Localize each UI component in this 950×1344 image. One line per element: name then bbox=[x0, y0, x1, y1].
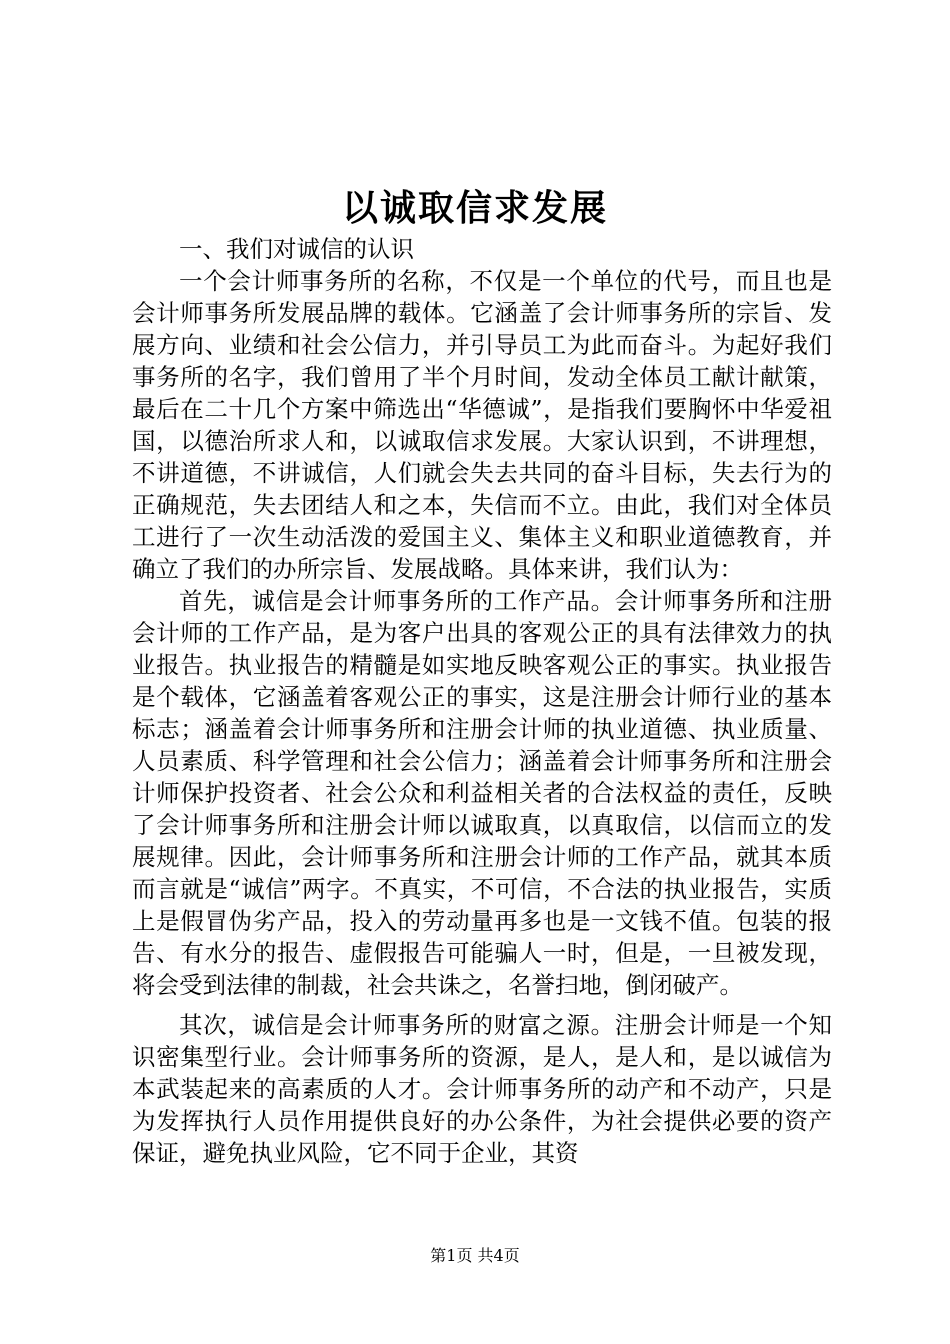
section-heading: 一、我们对诚信的认识 bbox=[179, 235, 414, 263]
page-number: 第1页 共4页 bbox=[430, 1246, 520, 1265]
paragraph: 其次，诚信是会计师事务所的财富之源。注册会计师是一个知识密集型行业。会计师事务所的资源，是人，是人和，是以诚信为本武装起来的高素质的人才。会计师事务所的动产和不动产，只是为发挥执行人员作用提供良好的办公条件，为社会提供必要的资产保证，避免执业风险，它不同于企业，其资 bbox=[132, 1011, 832, 1167]
page-title: 以诚取信求发展 bbox=[341, 187, 608, 229]
paragraph: 首先，诚信是会计师事务所的工作产品。会计师事务所和注册会计师的工作产品，是为客户出具的客观公正的具有法律效力的执业报告。执业报告的精髓是如实地反映客观公正的事实。执业报告是个载体，它涵盖着客观公正的事实，这是注册会计师行业的基本标志；涵盖着会计师事务所和注册会计师的执业道德、执业质量、人员素质、科学管理和社会公信力；涵盖着会计师事务所和注册会计师保护投资者、社会公众和利益相关者的合法权益的责任，反映了会计师事务所和注册会计师以诚取真，以真取信，以信而立的发展规律。因此，会计师事务所和注册会计师的工作产品，就其本质而言就是“诚信”两字。不真实，不可信，不合法的执业报告，实质上是假冒伪劣产品，投入的劳动量再多也是一文钱不值。包装的报告、有水分的报告、虚假报告可能骗人一时，但是，一旦被发现，将会受到法律的制裁，社会共诛之，名誉扫地，倒闭破产。 bbox=[132, 587, 832, 999]
paragraph: 一个会计师事务所的名称，不仅是一个单位的代号，而且也是会计师事务所发展品牌的载体。它涵盖了会计师事务所的宗旨、发展方向、业绩和社会公信力，并引导员工为此而奋斗。为起好我们事务所的名字，我们曾用了半个月时间，发动全体员工献计献策，最后在二十几个方案中筛选出“华德诚”，是指我们要胸怀中华爱祖国，以德治所求人和，以诚取信求发展。大家认识到，不讲理想，不讲道德，不讲诚信，人们就会失去共同的奋斗目标，失去行为的正确规范，失去团结人和之本，失信而不立。由此，我们对全体员工进行了一次生动活泼的爱国主义、集体主义和职业道德教育，并确立了我们的办所宗旨、发展战略。具体来讲，我们认为： bbox=[132, 267, 832, 583]
document-body bbox=[132, 233, 832, 1169]
